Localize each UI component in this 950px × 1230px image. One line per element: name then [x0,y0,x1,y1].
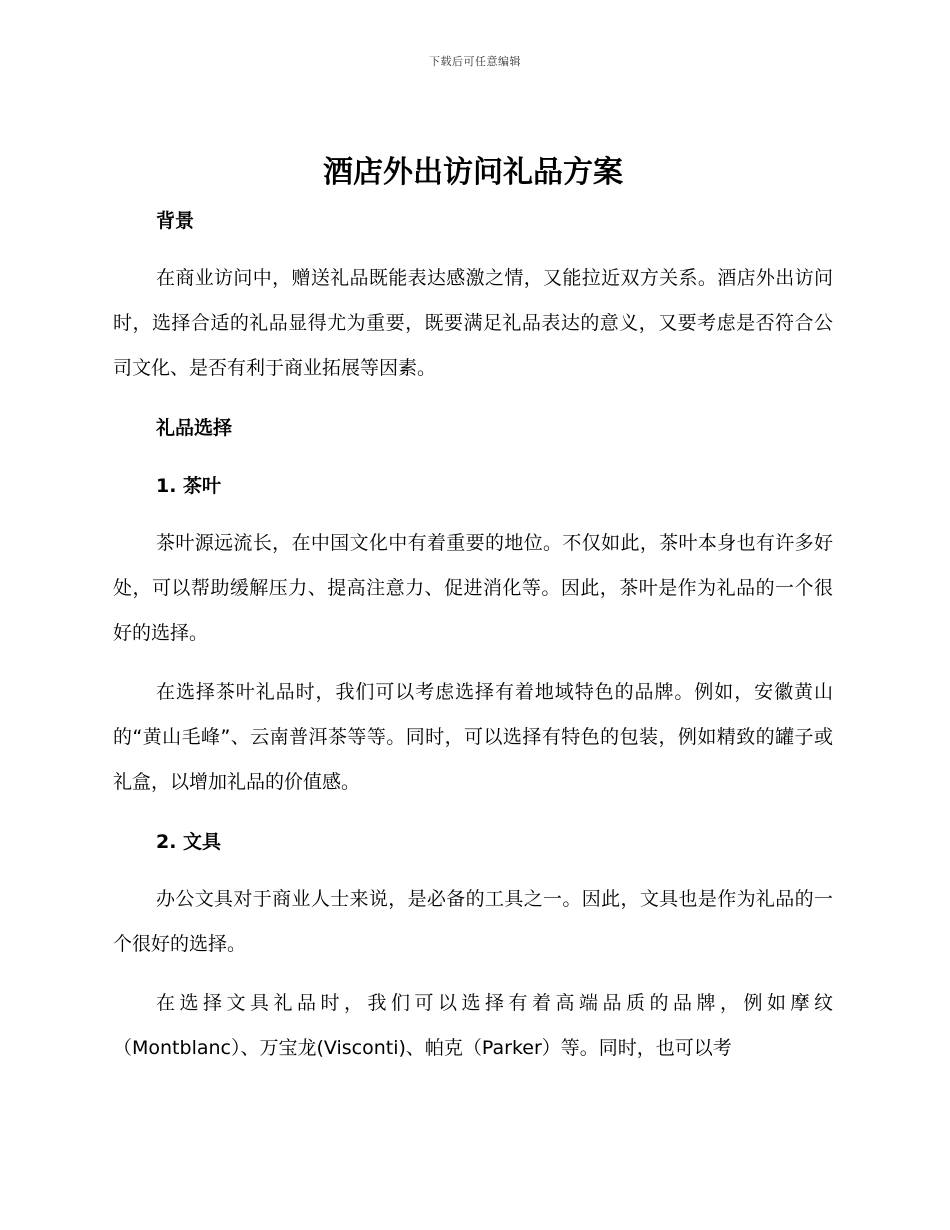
paragraph-tea-1: 茶叶源远流长，在中国文化中有着重要的地位。不仅如此，茶叶本身也有许多好处，可以帮助缓解压力、提高注意力、促进消化等。因此，茶叶是作为礼品的一个很好的选择。 [113,532,833,644]
subsection-heading-stationery: 2. 文具 [156,831,222,853]
subsection-heading-tea: 1. 茶叶 [156,475,222,497]
header-note: 下载后可任意编辑 [429,55,521,68]
paragraph-tea-2: 在选择茶叶礼品时，我们可以考虑选择有着地域特色的品牌。例如，安徽黄山的“黄山毛峰”、云南普洱茶等等。同时，可以选择有特色的包装，例如精致的罐子或礼盒，以增加礼品的价值感。 [113,681,833,793]
section-heading-gift-choice: 礼品选择 [156,417,233,439]
document-body [113,148,833,1071]
paragraph-stationery-2: 在选择文具礼品时，我们可以选择有着高端品质的品牌，例如摩纹（Montblanc）、万宝龙(Visconti)、帕克（Parker）等。同时，也可以考 [113,992,833,1059]
document-title: 酒店外出访问礼品方案 [323,155,623,190]
section-heading-background: 背景 [156,210,195,232]
paragraph-stationery-1: 办公文具对于商业人士来说，是必备的工具之一。因此，文具也是作为礼品的一个很好的选择。 [113,888,833,955]
paragraph-background: 在商业访问中，赠送礼品既能表达感激之情，又能拉近双方关系。酒店外出访问时，选择合适的礼品显得尤为重要，既要满足礼品表达的意义，又要考虑是否符合公司文化、是否有利于商业拓展等因素。 [113,267,833,379]
